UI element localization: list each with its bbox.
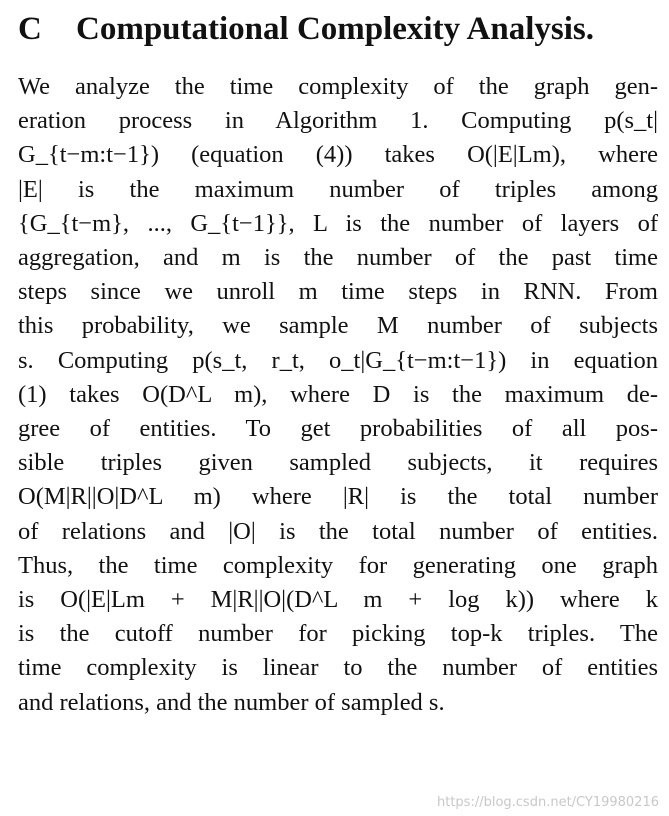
watermark-text: https://blog.csdn.net/CY19980216 <box>436 795 659 810</box>
paragraph-line: O(M|R||O|D^L m) where |R| is the total number <box>18 483 658 511</box>
paragraph-line: G_{t−m:t−1}) (equation (4)) takes O(|E|Lm), where <box>18 141 658 169</box>
paragraph-line: gree of entities. To get probabilities of all pos- <box>18 415 658 443</box>
paragraph-line: time complexity is linear to the number of entities <box>18 654 658 682</box>
section-paragraph <box>18 70 658 720</box>
paragraph-line: eration process in Algorithm 1. Computing p(s_t| <box>18 107 658 135</box>
paragraph-line: Thus, the time complexity for generating one graph <box>18 551 658 579</box>
paragraph-line: We analyze the time complexity of the graph gen- <box>18 73 658 100</box>
paragraph-line: steps since we unroll m time steps in RNN. From <box>18 278 658 306</box>
paragraph-line: sible triples given sampled subjects, it requires <box>18 449 658 477</box>
paragraph-line: of relations and |O| is the total number of entities. <box>18 517 658 545</box>
paragraph-line: s. Computing p(s_t, r_t, o_t|G_{t−m:t−1}) in equation <box>18 346 658 374</box>
paragraph-line: is the cutoff number for picking top-k triples. The <box>18 620 658 648</box>
paragraph-line: aggregation, and m is the number of the past time <box>18 244 658 272</box>
section-number: C <box>18 11 42 47</box>
paragraph-line: (1) takes O(D^L m), where D is the maximum de- <box>18 380 658 408</box>
paragraph-line: |E| is the maximum number of triples among <box>18 175 658 203</box>
paragraph-line: and relations, and the number of sampled s. <box>18 688 445 716</box>
section-heading <box>18 10 658 48</box>
paper-page <box>18 10 658 720</box>
paragraph-line: this probability, we sample M number of subjects <box>18 312 658 340</box>
paragraph-line: is O(|E|Lm + M|R||O|(D^L m + log k)) where k <box>18 586 658 614</box>
paragraph-line: {G_{t−m}, ..., G_{t−1}}, L is the number of layers of <box>18 209 658 237</box>
section-title: Computational Complexity Analysis. <box>76 11 594 47</box>
